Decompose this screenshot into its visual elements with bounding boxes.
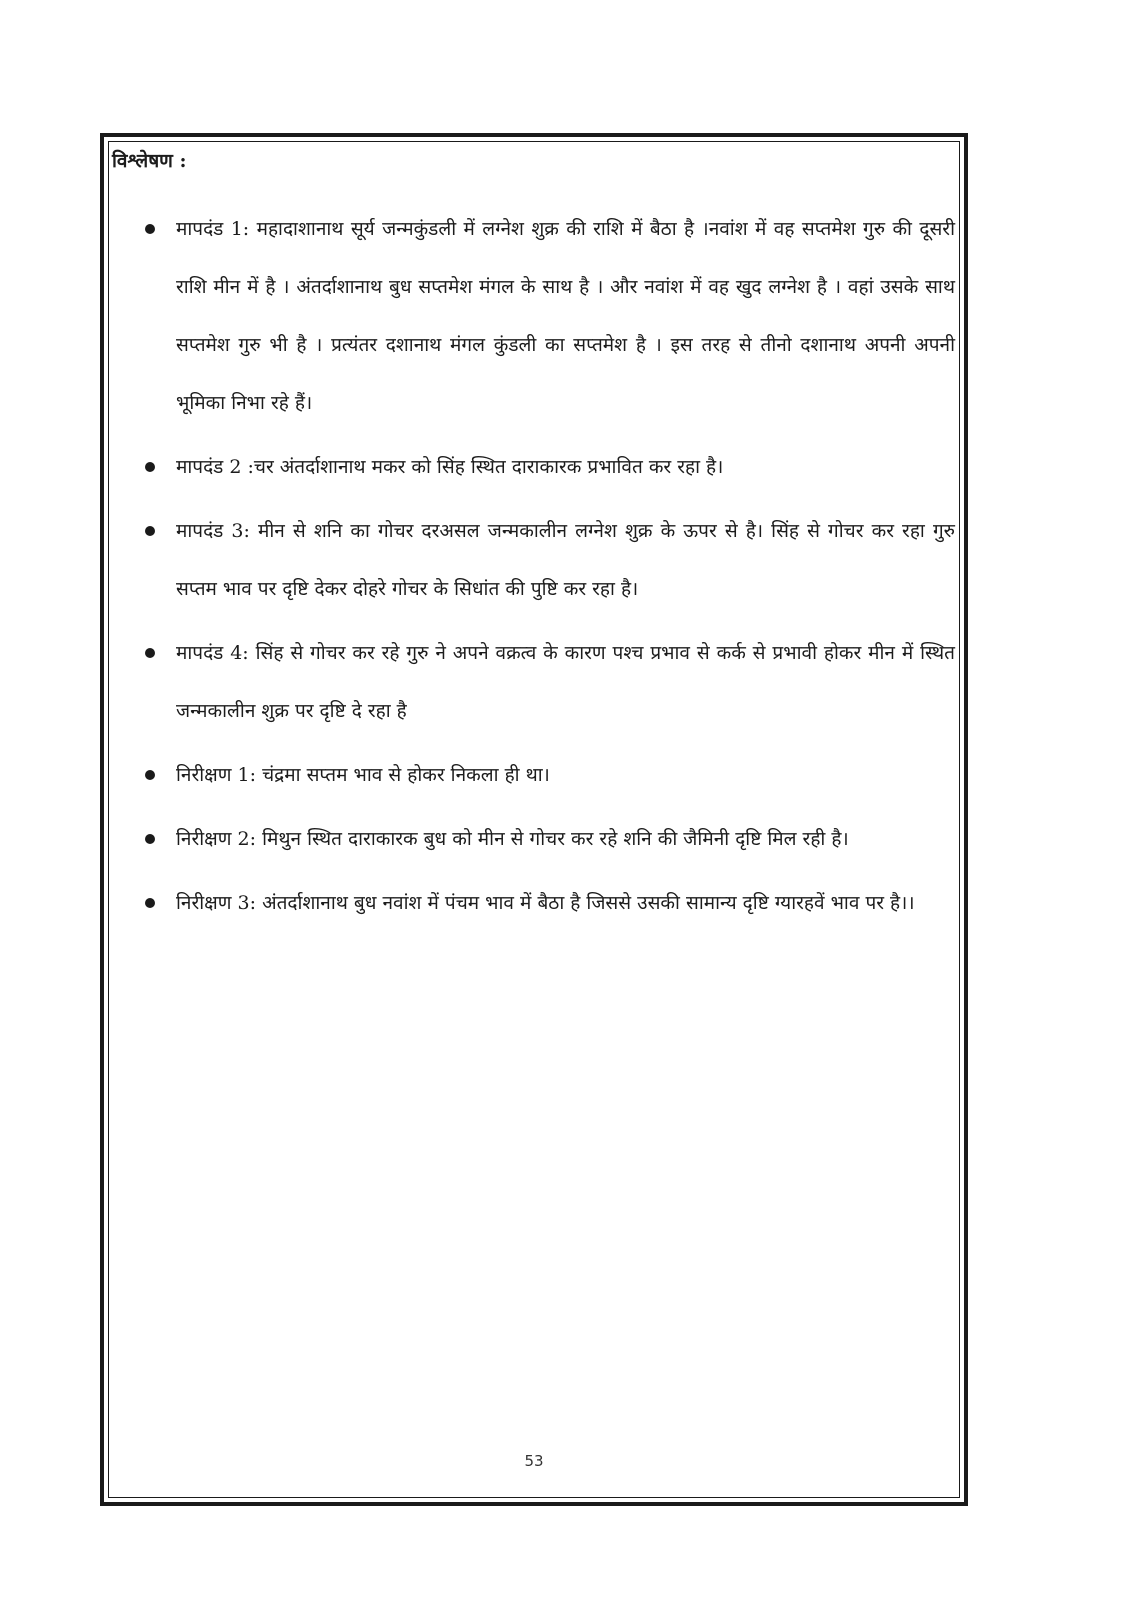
page-number: 53 <box>524 1452 544 1470</box>
list-item <box>140 624 955 740</box>
list-item-text: मापदंड 4: सिंह से गोचर कर रहे गुरु ने अपने वक्रत्व के कारण पश्च प्रभाव से कर्क से प्रभावी होकर मीन में स्थित जन्मकालीन शुक्र पर दृष्टि दे रहा है <box>176 642 955 722</box>
bullet-icon <box>145 770 155 780</box>
list-item-text: निरीक्षण 1: चंद्रमा सप्तम भाव से होकर निकला ही था। <box>176 764 550 786</box>
analysis-list <box>140 200 955 938</box>
bullet-icon <box>145 224 155 234</box>
bullet-icon <box>145 648 155 658</box>
list-item <box>140 746 955 804</box>
section-heading: विश्लेषण : <box>112 150 187 172</box>
bullet-icon <box>145 462 155 472</box>
list-item-text: मापदंड 3: मीन से शनि का गोचर दरअसल जन्मकालीन लग्नेश शुक्र के ऊपर से है। सिंह से गोचर कर रहा गुरु सप्तम भाव पर दृष्टि देकर दोहरे गोचर के सिधांत की पुष्टि कर रहा है। <box>176 520 955 600</box>
list-item-text: मापदंड 1: महादाशानाथ सूर्य जन्मकुंडली में लग्नेश शुक्र की राशि में बैठा है ।नवांश में वह सप्तमेश गुरु की दूसरी राशि मीन में है । अंतर्दाशानाथ बुध सप्तमेश मंगल के साथ है । और नवांश में वह खुद लग्नेश है । वहां उसके साथ सप्तमेश गुरु भी है । प्रत्यंतर दशानाथ मंगल कुंडली का सप्तमेश है । इस तरह से तीनो दशानाथ अपनी अपनी भूमिका निभा रहे हैं। <box>176 218 955 414</box>
bullet-icon <box>145 834 155 844</box>
list-item-text: मापदंड 2 :चर अंतर्दाशानाथ मकर को सिंह स्थित दाराकारक प्रभावित कर रहा है। <box>176 456 724 478</box>
bullet-icon <box>145 898 155 908</box>
bullet-icon <box>145 526 155 536</box>
list-item <box>140 502 955 618</box>
list-item <box>140 874 955 932</box>
list-item <box>140 810 955 868</box>
list-item-text: निरीक्षण 2: मिथुन स्थित दाराकारक बुध को मीन से गोचर कर रहे शनि की जैमिनी दृष्टि मिल रही है। <box>176 828 849 850</box>
list-item <box>140 438 955 496</box>
list-item-text: निरीक्षण 3: अंतर्दाशानाथ बुध नवांश में पंचम भाव में बैठा है जिससे उसकी सामान्य दृष्टि ग्यारहवें भाव पर है।। <box>176 892 915 914</box>
list-item <box>140 200 955 432</box>
